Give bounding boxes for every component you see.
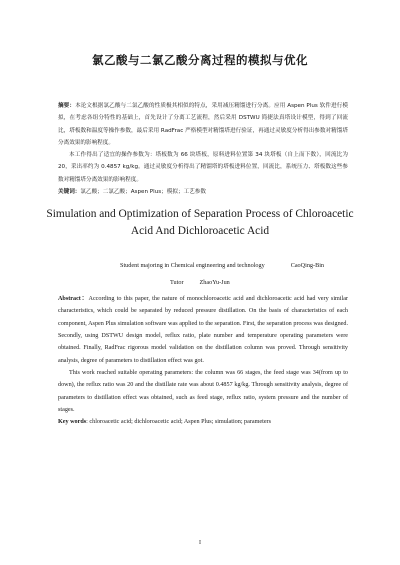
english-abstract-label: Abstract： xyxy=(58,296,89,302)
chinese-title: 氯乙酸与二氯乙酸分离过程的模拟与优化 xyxy=(92,53,308,67)
english-title xyxy=(30,206,370,240)
chinese-abstract-label: 摘要： xyxy=(58,103,76,109)
author-line xyxy=(120,262,324,269)
chinese-abstract-text-1: 本论文根据氯乙酸与二氯乙酸的性质极其相似的特点，采用减压精馏进行分离。应用 Aspen Plus 软件进行模拟，在考虑各组分特性的基础上，首先设计了分离工艺流程，然后采用 DSTWU 简捷法真塔设计模型，得到了回流比，塔板数和温度等操作参数，最后采用 RadFrac 严格模型对精馏塔进行验证，再通过灵敏度分析得出参数对精馏塔分离效果的影响程度。 xyxy=(58,103,348,146)
student-major: Student majoring in Chemical engineering and technology xyxy=(120,262,265,269)
chinese-keywords xyxy=(58,186,348,198)
english-title-line-2: Acid And Dichloroacetic Acid xyxy=(130,225,270,237)
chinese-abstract-paragraph-2: 本工作得出了适宜的操作参数为：塔板数为 66 块塔板，原料进料位置第 34 块塔板（自上而下数），回流比为 20，采出率约为 0.4857 kg/kg。通过灵敏度分析得出了精馏塔的塔板进料位置，回流比，系统压力、塔板数这些参数对精馏塔分离效果的影响程度。 xyxy=(58,152,348,183)
english-abstract-paragraph-1 xyxy=(58,293,348,367)
english-abstract-paragraph-2: This work reached suitable operating parameters: the column was 66 stages, the feed stage was 34(from up to down), the reflux ratio was 20 and the distillate rate was about 0.4857 kg/kg. Through sensitivity analysis, degree of parameters to distillation effect was obtained, such as feed stage, reflux ratio, system pressure and the number of stages. xyxy=(58,370,348,414)
english-keywords xyxy=(58,416,348,428)
english-keywords-text: : chloroacetic acid; dichloroacetic acid; Aspen Plus; simulation; parameters xyxy=(86,419,271,426)
tutor-line xyxy=(170,279,230,286)
tutor-label: Tutor xyxy=(170,279,184,286)
author-name: CaoQing-Bin xyxy=(290,262,325,269)
english-abstract xyxy=(58,293,348,429)
chinese-abstract xyxy=(58,100,348,198)
english-title-line-1: Simulation and Optimization of Separation Process of Chloroacetic xyxy=(46,208,354,220)
chinese-abstract-paragraph-1 xyxy=(58,100,348,149)
page-number: I xyxy=(199,540,201,546)
chinese-keywords-label: 关键词： xyxy=(58,189,81,196)
english-abstract-text-1: According to this paper, the nature of monochloroacetic acid and dichloroacetic acid had very similar characteristics, which could be separated by reduced pressure distillation. On the basis of characteristics of each component, Aspen Plus simulation software was applied to the separation. First, the separation process was designed. Secondly, using DSTWU design model, reflux ratio, plate number and temperature operating parameters were obtained. Finally, RadFrac rigorous model validation on the distillation column was proved. Through sensitivity analysis, degree of parameters to distillation effect was got. xyxy=(58,296,348,364)
chinese-keywords-text: 氯乙酸；二氯乙酸；Aspen Plus；模拟；工艺参数 xyxy=(80,189,206,196)
english-keywords-label: Key words xyxy=(58,419,87,426)
tutor-name: ZhaoYu-Jun xyxy=(199,279,230,286)
